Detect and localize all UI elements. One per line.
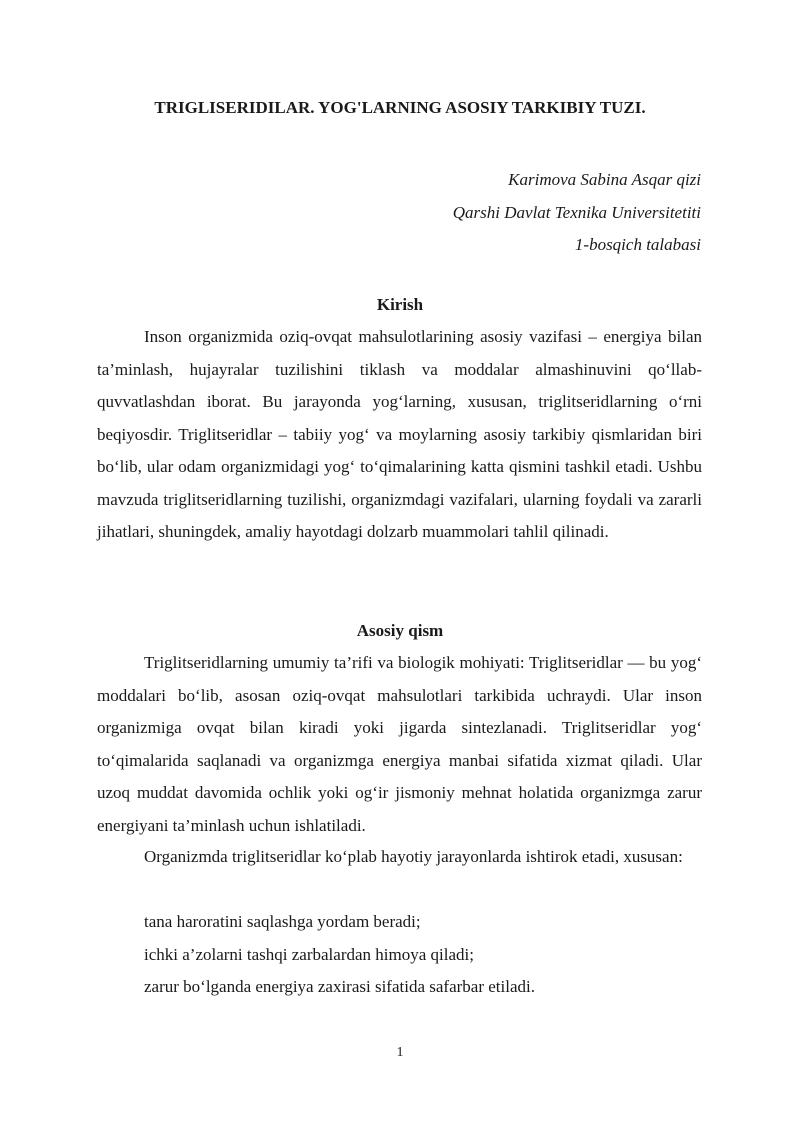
list-item: ichki a’zolarni tashqi zarbalardan himoya qiladi; (144, 944, 474, 964)
author-block (201, 164, 701, 262)
document-title: TRIGLISERIDILAR. YOG'LARNING ASOSIY TARKIBIY TUZI. (154, 98, 646, 117)
list-item: zarur bo‘lganda energiya zaxirasi sifatida safarbar etiladi. (144, 977, 535, 996)
main-paragraph-2: Organizmda triglitseridlar ko‘plab hayotiy jarayonlarda ishtirok etadi, xususan: (144, 847, 683, 866)
author-status: 1-bosqich talabasi (574, 235, 701, 254)
section-heading-intro: Kirish (376, 295, 424, 314)
author-affiliation: Qarshi Davlat Texnika Universitetiti (452, 202, 701, 222)
page-number: 1 (396, 1045, 404, 1060)
author-name: Karimova Sabina Asqar qizi (508, 170, 701, 189)
main-paragraph-1: Triglitseridlarning umumiy ta’rifi va biologik mohiyati: Triglitseridlar — bu yog‘ moddalari bo‘lib, asosan oziq-ovqat mahsulotlari tarkibida uchraydi. Ular inson organizmiga ovqat bilan kiradi yoki jigarda sintezlanadi. Triglitseridlar yog‘ to‘qimalarida saqlanadi va organizmga energiya manbai sifatida xizmat qiladi. Ular uzoq muddat davomida ochlik yoki og‘ir jismoniy mehnat holatida organizmga zarur energiyani ta’minlash uchun ishlatiladi. (97, 653, 702, 835)
functions-list (144, 906, 704, 1004)
list-item: tana haroratini saqlashga yordam beradi; (144, 912, 421, 931)
section-heading-main: Asosiy qism (356, 621, 444, 640)
intro-paragraph: Inson organizmida oziq-ovqat mahsulotlarining asosiy vazifasi – energiya bilan ta’minlash, hujayralar tuzilishini tiklash va moddalar almashinuvini qo‘llab-quvvatlashdan iborat. Bu jarayonda yog‘larning, xususan, triglitseridlarning o‘rni beqiyosdir. Triglitseridlar – tabiiy yog‘ va moylarning asosiy tarkibiy qismlaridan biri bo‘lib, ular odam organizmidagi yog‘ to‘qimalarining katta qismini tashkil etadi. Ushbu mavzuda triglitseridlarning tuzilishi, organizmdagi vazifalari, ularning foydali va zararli jihatlari, shuningdek, amaliy hayotdagi dolzarb muammolari tahlil qilinadi. (97, 327, 702, 541)
